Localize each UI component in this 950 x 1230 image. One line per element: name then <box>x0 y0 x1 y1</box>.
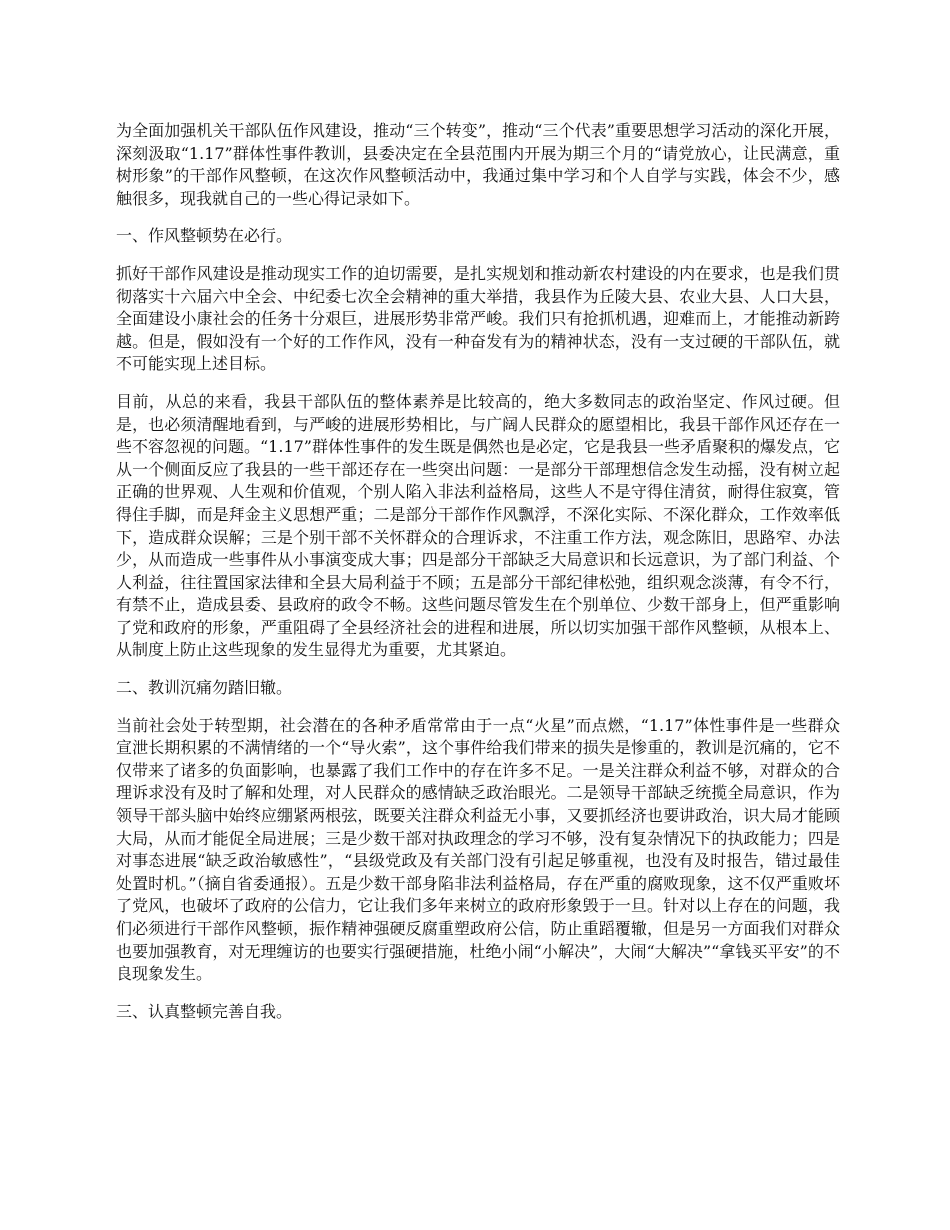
section-1-heading: 一、作风整顿势在必行。 <box>116 226 293 246</box>
intro-paragraph: 为全面加强机关干部队伍作风建设，推动“三个转变”，推动“三个代表”重要思想学习活动的深化开展，深刻汲取“1.17”群体性事件教训，县委决定在全县范围内开展为期三个月的“请党放心，让民满意，重树形象”的干部作风整顿，在这次作风整顿活动中，我通过集中学习和个人自学与实践，体会不少，感触很多，现我就自己的一些心得记录如下。 <box>116 121 840 208</box>
section-1-paragraph-1: 抓好干部作风建设是推动现实工作的迫切需要，是扎实规划和推动新农村建设的内在要求，也是我们贯彻落实十六届六中全会、中纪委七次全会精神的重大举措，我县作为丘陵大县、农业大县、人口大县，全面建设小康社会的任务十分艰巨，进展形势非常严峻。我们只有抢抓机遇，迎难而上，才能推动新跨越。但是，假如没有一个好的工作作风，没有一种奋发有为的精神状态，没有一支过硬的干部队伍，就不可能实现上述目标。 <box>116 263 840 374</box>
section-3-heading: 三、认真整顿完善自我。 <box>116 1001 293 1021</box>
section-2-heading: 二、教训沉痛勿踏旧辙。 <box>116 678 293 698</box>
document-body <box>116 120 840 1038</box>
section-2-paragraph-1: 当前社会处于转型期，社会潜在的各种矛盾常常由于一点“火星”而点燃，“1.17”体性事件是一些群众宣泄长期积累的不满情绪的一个“导火索”，这个事件给我们带来的损失是惨重的，教训是沉痛的，它不仅带来了诸多的负面影响，也暴露了我们工作中的存在许多不足。一是关注群众利益不够，对群众的合理诉求没有及时了解和处理，对人民群众的感情缺乏政治眼光。二是领导干部缺乏统揽全局意识，作为领导干部头脑中始终应绷紧两根弦，既要关注群众利益无小事，又要抓经济也要讲政治，识大局才能顾大局，从而才能促全局进展；三是少数干部对执政理念的学习不够，没有复杂情况下的执政能力；四是对事态进展“缺乏政治敏感性”，“县级党政及有关部门没有引起足够重视，也没有及时报告，错过最佳处置时机。”（摘自省委通报）。五是少数干部身陷非法利益格局，存在严重的腐败现象，这不仅严重败坏了党风，也破坏了政府的公信力，它让我们多年来树立的政府形象毁于一旦。针对以上存在的问题，我们必须进行干部作风整顿，振作精神强硬反腐重塑政府公信，防止重蹈覆辙，但是另一方面我们对群众也要加强教育，对无理缠访的也要实行强硬措施，杜绝小闹“小解决”，大闹“大解决”“拿钱买平安”的不良现象发生。 <box>116 715 840 984</box>
section-1-paragraph-2: 目前，从总的来看，我县干部队伍的整体素养是比较高的，绝大多数同志的政治坚定、作风过硬。但是，也必须清醒地看到，与严峻的进展形势相比，与广阔人民群众的愿望相比，我县干部作风还存在一些不容忽视的问题。“1.17”群体性事件的发生既是偶然也是必定，它是我县一些矛盾聚积的爆发点，它从一个侧面反应了我县的一些干部还存在一些突出问题：一是部分干部理想信念发生动摇，没有树立起正确的世界观、人生观和价值观，个别人陷入非法利益格局，这些人不是守得住清贫，耐得住寂寞，管得住手脚，而是拜金主义思想严重；二是部分干部作作风飘浮，不深化实际、不深化群众，工作效率低下，造成群众误解；三是个别干部不关怀群众的合理诉求，不注重工作方法，观念陈旧，思路窄、办法少，从而造成一些事件从小事演变成大事；四是部分干部缺乏大局意识和长远意识，为了部门利益、个人利益，往往置国家法律和全县大局利益于不顾；五是部分干部纪律松弛，组织观念淡薄，有令不行，有禁不止，造成县委、县政府的政令不畅。这些问题尽管发生在个别单位、少数干部身上，但严重影响了党和政府的形象，严重阻碍了全县经济社会的进程和进展，所以切实加强干部作风整顿，从根本上、从制度上防止这些现象的发生显得尤为重要，尤其紧迫。 <box>116 391 840 660</box>
